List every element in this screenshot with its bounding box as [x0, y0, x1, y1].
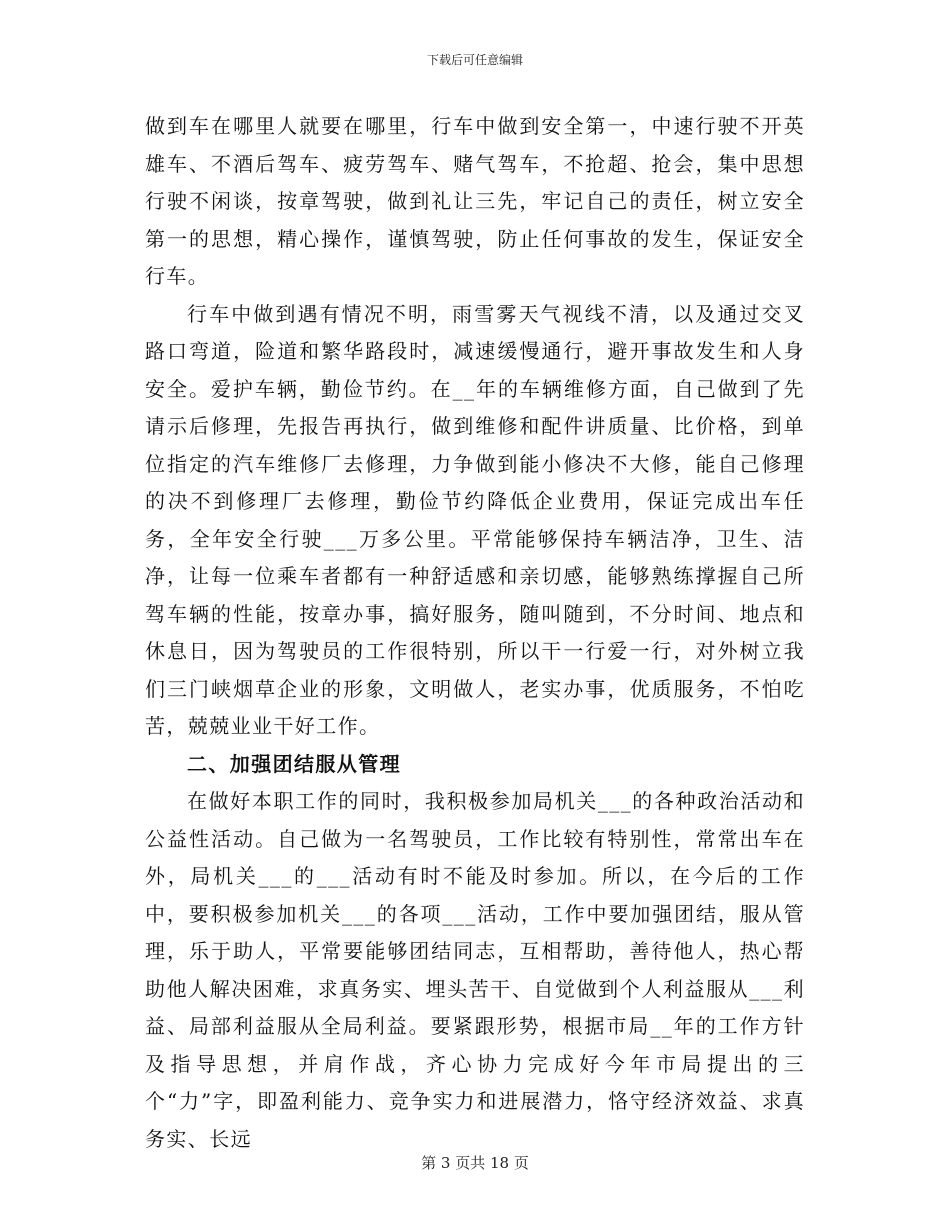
- page-number: 第 3 页共 18 页: [421, 1154, 529, 1172]
- section-heading: 二、加强团结服从管理: [187, 751, 401, 776]
- paragraph-continued: 做到车在哪里人就要在哪里，行车中做到安全第一，中速行驶不开英雄车、不酒后驾车、疲劳驾车、赌气驾车，不抢超、抢会，集中思想行驶不闲谈，按章驾驶，做到礼让三先，牢记自己的责任，树立安全第一的思想，精心操作，谨慎驾驶，防止任何事故的发生，保证安全行车。: [145, 114, 805, 288]
- page-header: 下载后可任意编辑: [426, 53, 523, 67]
- paragraph-unity-management: 在做好本职工作的同时，我积极参加局机关___的各种政治活动和公益性活动。自己做为一名驾驶员，工作比较有特别性，常常出车在外，局机关___的___活动有时不能及时参加。所以，在今后的工作中，要积极参加机关___的各项___活动，工作中要加强团结，服从管理，乐于助人，平常要能够团结同志，互相帮助，善待他人，热心帮助他人解决困难，求真务实、埋头苦干、自觉做到个人利益服从___利益、局部利益服从全局利益。要紧跟形势，根据市局__年的工作方针及指导思想，并肩作战，齐心协力完成好今年市局提出的三个“力”字，即盈利能力、竞争实力和进展潜力，恪守经济效益、求真务实、长远: [145, 789, 805, 1151]
- document-body: [145, 108, 805, 1158]
- paragraph-driving-safety: 行车中做到遇有情况不明，雨雪雾天气视线不清，以及通过交叉路口弯道，险道和繁华路段时，减速缓慢通行，避开事故发生和人身安全。爱护车辆，勤俭节约。在__年的车辆维修方面，自己做到了先请示后修理，先报告再执行，做到维修和配件讲质量、比价格，到单位指定的汽车维修厂去修理，力争做到能小修决不大修，能自己修理的决不到修理厂去修理，勤俭节约降低企业费用，保证完成出车任务，全年安全行驶___万多公里。平常能够保持车辆洁净，卫生、洁净，让每一位乘车者都有一种舒适感和亲切感，能够熟练撑握自己所驾车辆的性能，按章办事，搞好服务，随叫随到，不分时间、地点和休息日，因为驾驶员的工作很特别，所以干一行爱一行，对外树立我们三门峡烟草企业的形象，文明做人，老实办事，优质服务，不怕吃苦，兢兢业业干好工作。: [145, 301, 805, 738]
